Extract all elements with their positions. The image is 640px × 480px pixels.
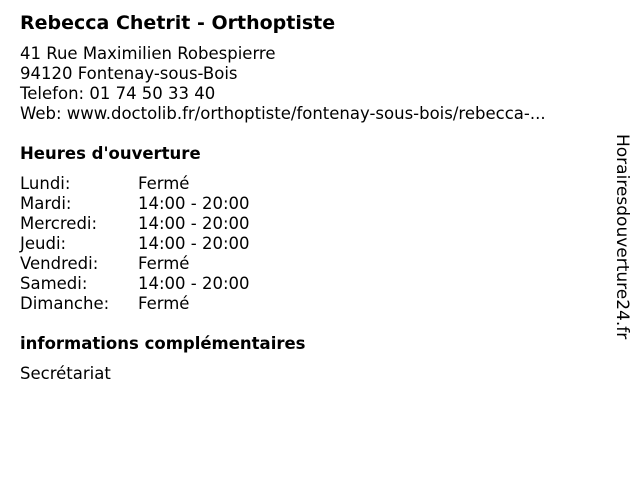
additional-info-text: Secrétariat [20,364,111,383]
day-hours: Fermé [138,254,190,273]
address-line-street: 41 Rue Maximilien Robespierre [20,44,276,63]
day-hours: 14:00 - 20:00 [138,214,250,233]
website-link[interactable]: Web: www.doctolib.fr/orthoptiste/fontenay-sous-bois/rebecca-... [20,104,546,123]
phone-number: Telefon: 01 74 50 33 40 [20,84,216,103]
day-label: Mercredi: [20,214,98,233]
hours-row-saturday [20,274,320,294]
day-label: Mardi: [20,194,72,213]
address-line-city: 94120 Fontenay-sous-Bois [20,64,238,83]
business-title: Rebecca Chetrit - Orthoptiste [20,12,336,34]
day-hours: 14:00 - 20:00 [138,194,250,213]
day-hours: 14:00 - 20:00 [138,274,250,293]
site-watermark: Horairesdouverture24.fr [612,134,632,340]
day-label: Lundi: [20,174,71,193]
hours-row-wednesday [20,214,320,234]
day-hours: Fermé [138,174,190,193]
day-hours: Fermé [138,294,190,313]
opening-hours-table [20,174,320,314]
day-label: Samedi: [20,274,88,293]
additional-info-heading: informations complémentaires [20,334,306,353]
hours-row-tuesday [20,194,320,214]
day-hours: 14:00 - 20:00 [138,234,250,253]
hours-row-friday [20,254,320,274]
day-label: Dimanche: [20,294,110,313]
day-label: Vendredi: [20,254,99,273]
opening-hours-heading: Heures d'ouverture [20,144,201,163]
hours-row-monday [20,174,320,194]
hours-row-sunday [20,294,320,314]
day-label: Jeudi: [20,234,67,253]
hours-row-thursday [20,234,320,254]
